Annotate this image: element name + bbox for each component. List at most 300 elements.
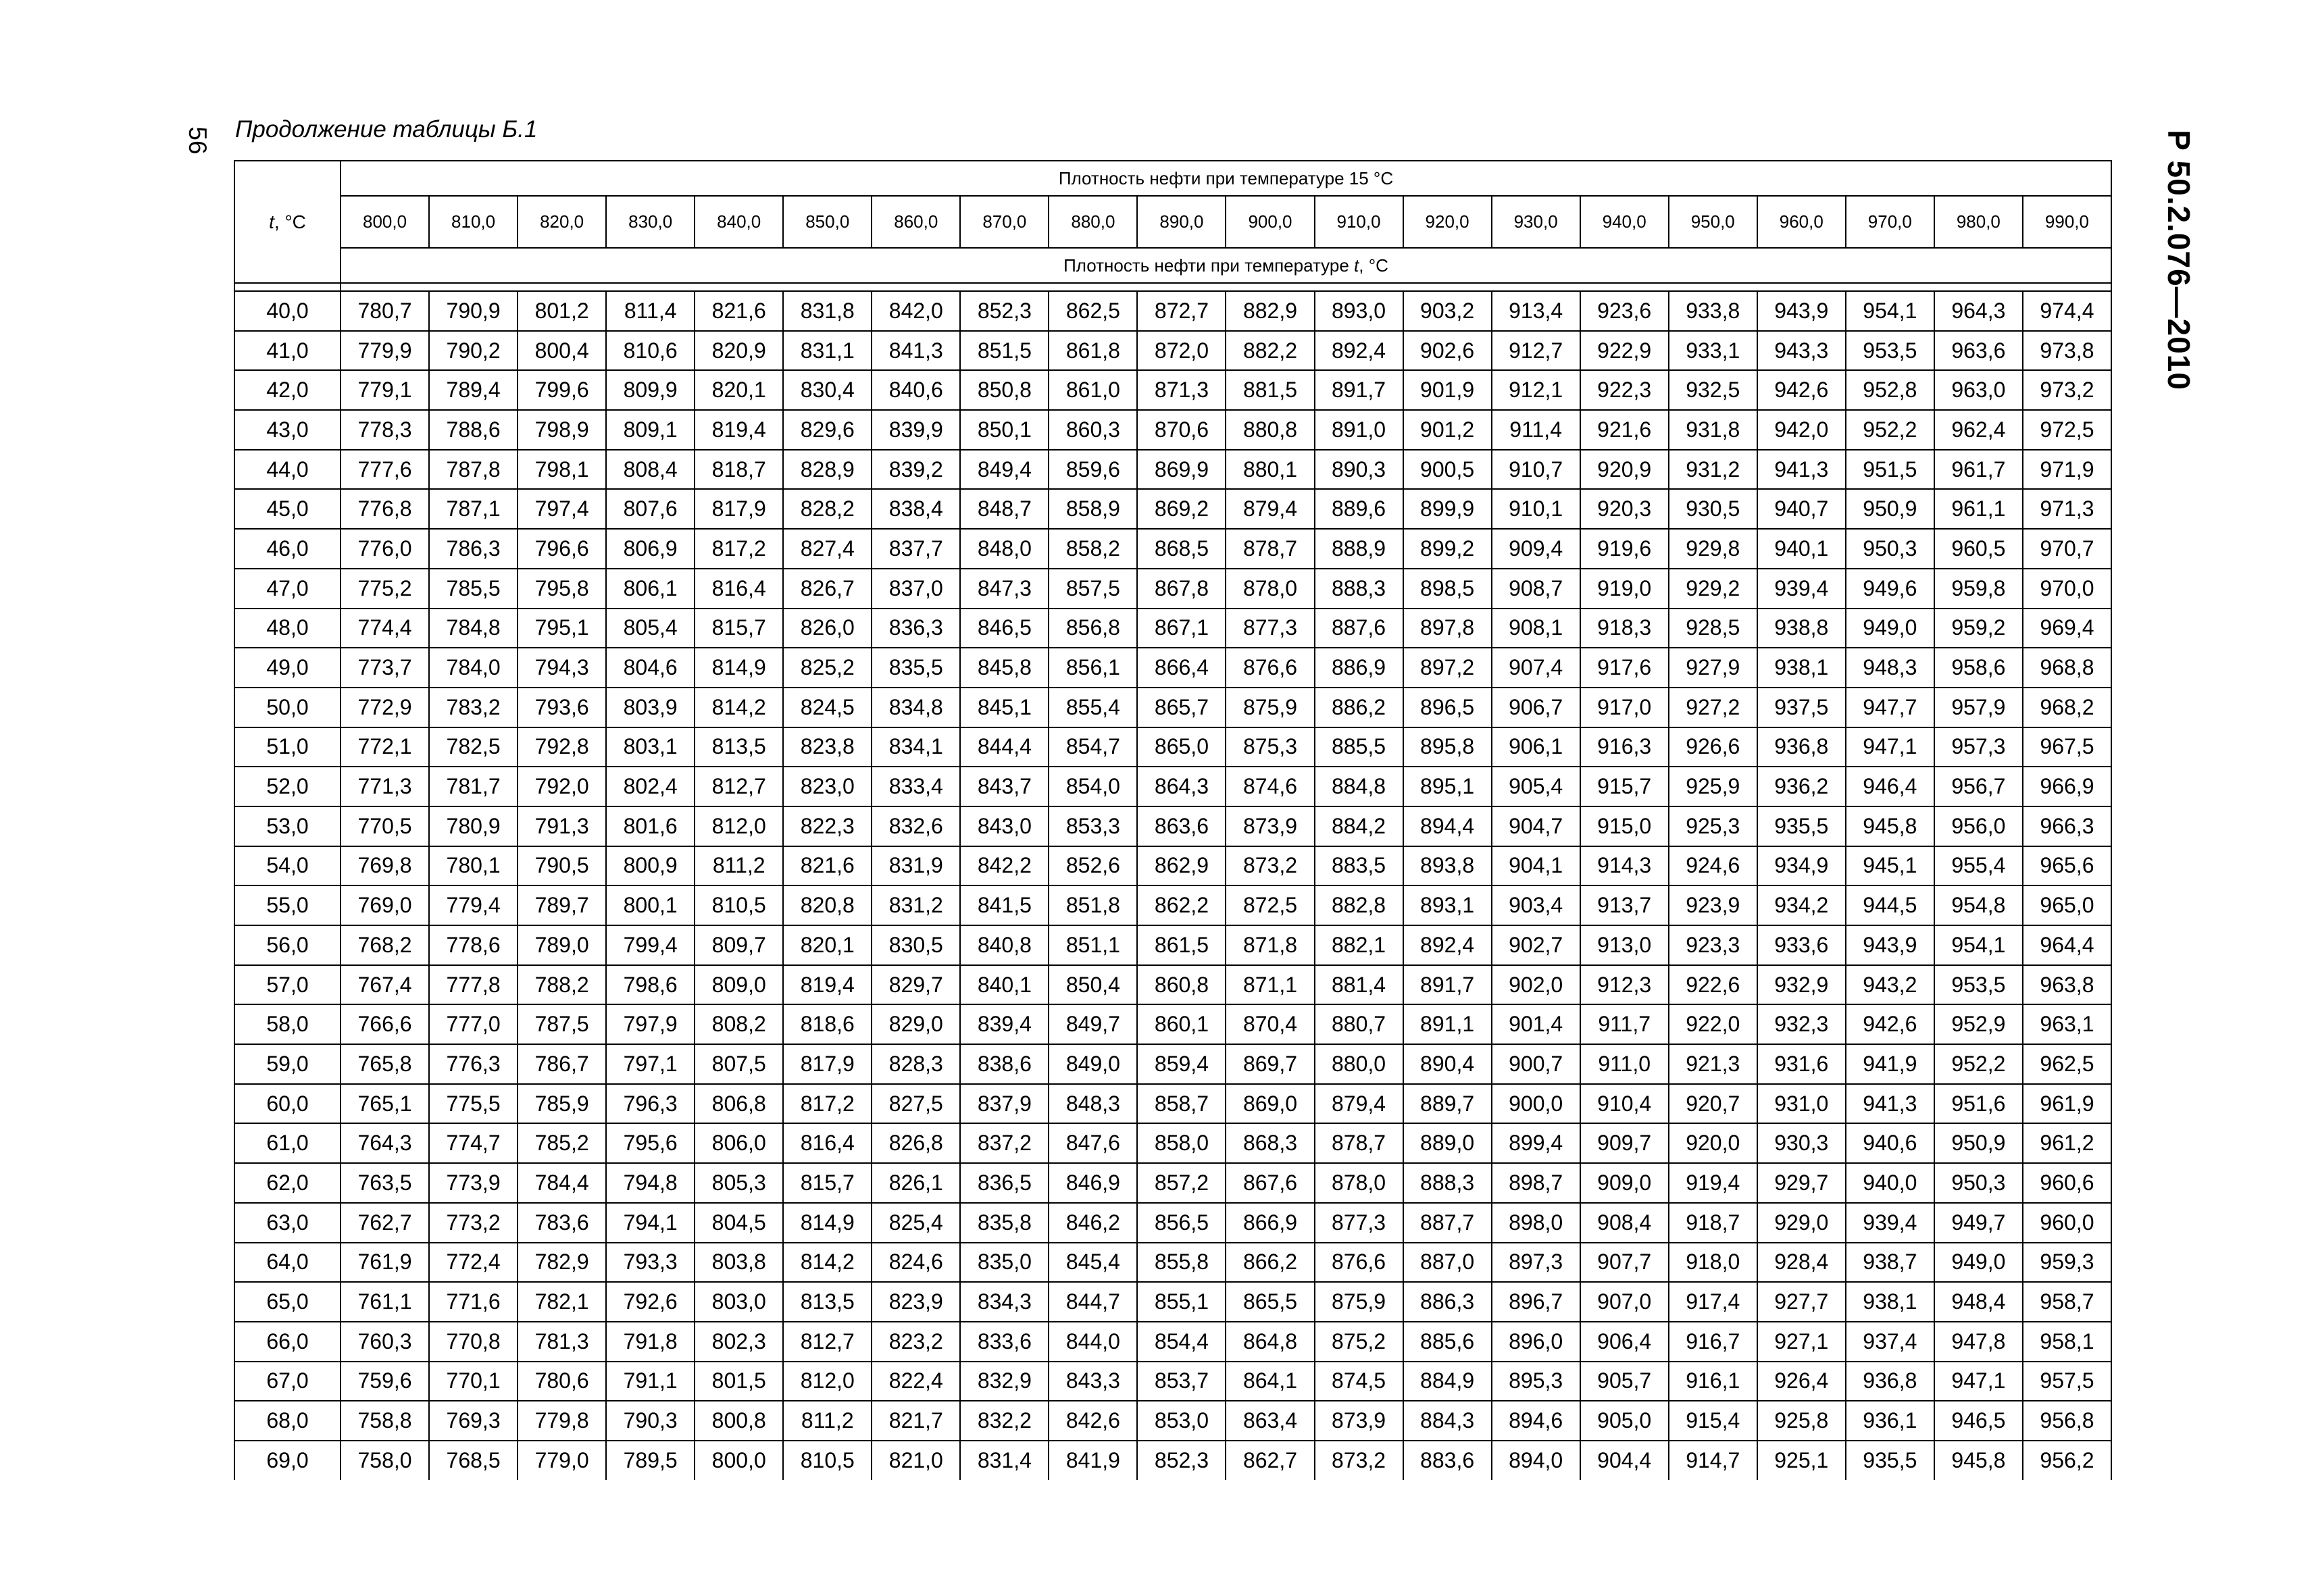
column-header: 910,0 <box>1315 196 1403 248</box>
density-cell: 788,2 <box>518 965 606 1005</box>
column-header: 880,0 <box>1049 196 1137 248</box>
density-cell: 829,0 <box>872 1004 960 1044</box>
temperature-cell: 63,0 <box>234 1203 341 1243</box>
density-cell: 878,7 <box>1315 1123 1403 1163</box>
density-cell: 867,1 <box>1137 609 1226 648</box>
density-cell: 956,0 <box>1934 806 2023 846</box>
density-cell: 919,0 <box>1580 569 1669 609</box>
density-cell: 848,7 <box>960 489 1049 529</box>
top-header: Плотность нефти при температуре 15 °С <box>341 161 2111 196</box>
table-row <box>234 1004 2111 1044</box>
density-cell: 928,4 <box>1757 1243 1846 1283</box>
density-cell: 792,0 <box>518 767 606 806</box>
density-cell: 814,9 <box>695 648 783 688</box>
density-cell: 957,3 <box>1934 727 2023 767</box>
density-cell: 873,9 <box>1226 806 1314 846</box>
density-cell: 809,1 <box>606 410 695 450</box>
density-cell: 860,3 <box>1049 410 1137 450</box>
density-cell: 832,6 <box>872 806 960 846</box>
density-cell: 878,0 <box>1226 569 1314 609</box>
density-cell: 850,1 <box>960 410 1049 450</box>
density-cell: 849,4 <box>960 450 1049 490</box>
column-header-row <box>234 196 2111 248</box>
density-cell: 916,7 <box>1669 1322 1757 1362</box>
density-cell: 871,1 <box>1226 965 1314 1005</box>
density-cell: 917,6 <box>1580 648 1669 688</box>
temperature-cell: 61,0 <box>234 1123 341 1163</box>
column-header: 950,0 <box>1669 196 1757 248</box>
density-cell: 925,8 <box>1757 1401 1846 1441</box>
density-cell: 936,2 <box>1757 767 1846 806</box>
density-cell: 868,3 <box>1226 1123 1314 1163</box>
density-cell: 904,4 <box>1580 1441 1669 1480</box>
density-cell: 901,9 <box>1403 370 1492 410</box>
density-cell: 811,4 <box>606 291 695 331</box>
density-cell: 809,7 <box>695 925 783 965</box>
density-cell: 914,7 <box>1669 1441 1757 1480</box>
density-cell: 887,0 <box>1403 1243 1492 1283</box>
density-cell: 867,8 <box>1137 569 1226 609</box>
table-row <box>234 925 2111 965</box>
density-cell: 970,0 <box>2023 569 2111 609</box>
density-cell: 778,6 <box>429 925 518 965</box>
temperature-cell: 67,0 <box>234 1362 341 1401</box>
density-cell: 814,9 <box>783 1203 872 1243</box>
density-cell: 776,0 <box>341 529 429 569</box>
density-cell: 836,5 <box>960 1163 1049 1203</box>
density-cell: 957,5 <box>2023 1362 2111 1401</box>
density-cell: 916,1 <box>1669 1362 1757 1401</box>
density-cell: 850,4 <box>1049 965 1137 1005</box>
density-cell: 971,9 <box>2023 450 2111 490</box>
temperature-cell: 42,0 <box>234 370 341 410</box>
density-cell: 973,8 <box>2023 331 2111 371</box>
density-cell: 894,0 <box>1492 1441 1580 1480</box>
density-cell: 925,3 <box>1669 806 1757 846</box>
density-cell: 814,2 <box>783 1243 872 1283</box>
density-cell: 949,7 <box>1934 1203 2023 1243</box>
density-cell: 959,8 <box>1934 569 2023 609</box>
density-cell: 835,8 <box>960 1203 1049 1243</box>
density-cell: 890,3 <box>1315 450 1403 490</box>
density-cell: 806,0 <box>695 1123 783 1163</box>
density-cell: 909,0 <box>1580 1163 1669 1203</box>
density-cell: 779,0 <box>518 1441 606 1480</box>
temperature-cell: 49,0 <box>234 648 341 688</box>
density-cell: 857,2 <box>1137 1163 1226 1203</box>
density-cell: 880,8 <box>1226 410 1314 450</box>
density-cell: 954,8 <box>1934 885 2023 925</box>
density-cell: 816,4 <box>695 569 783 609</box>
density-cell: 821,6 <box>783 846 872 886</box>
density-cell: 804,5 <box>695 1203 783 1243</box>
column-header: 920,0 <box>1403 196 1492 248</box>
density-cell: 949,0 <box>1846 609 1934 648</box>
density-cell: 791,8 <box>606 1322 695 1362</box>
density-cell: 776,8 <box>341 489 429 529</box>
density-cell: 932,9 <box>1757 965 1846 1005</box>
table-row <box>234 806 2111 846</box>
density-cell: 783,2 <box>429 688 518 727</box>
density-cell: 856,1 <box>1049 648 1137 688</box>
density-cell: 844,7 <box>1049 1282 1137 1322</box>
density-cell: 854,4 <box>1137 1322 1226 1362</box>
density-cell: 854,0 <box>1049 767 1137 806</box>
density-cell: 923,9 <box>1669 885 1757 925</box>
density-cell: 933,6 <box>1757 925 1846 965</box>
density-cell: 945,8 <box>1934 1441 2023 1480</box>
density-cell: 913,0 <box>1580 925 1669 965</box>
density-cell: 907,7 <box>1580 1243 1669 1283</box>
density-cell: 789,5 <box>606 1441 695 1480</box>
corner-header-unit: , °С <box>274 211 306 232</box>
density-cell: 876,6 <box>1315 1243 1403 1283</box>
density-cell: 832,9 <box>960 1362 1049 1401</box>
density-cell: 773,9 <box>429 1163 518 1203</box>
density-cell: 782,1 <box>518 1282 606 1322</box>
density-cell: 823,8 <box>783 727 872 767</box>
density-cell: 789,0 <box>518 925 606 965</box>
table-row <box>234 489 2111 529</box>
density-cell: 958,6 <box>1934 648 2023 688</box>
density-cell: 855,1 <box>1137 1282 1226 1322</box>
density-cell: 881,4 <box>1315 965 1403 1005</box>
density-cell: 805,4 <box>606 609 695 648</box>
density-cell: 873,2 <box>1315 1441 1403 1480</box>
density-cell: 947,7 <box>1846 688 1934 727</box>
table-row <box>234 846 2111 886</box>
density-cell: 927,1 <box>1757 1322 1846 1362</box>
table-row <box>234 331 2111 371</box>
table-row <box>234 965 2111 1005</box>
density-cell: 878,0 <box>1315 1163 1403 1203</box>
density-cell: 974,4 <box>2023 291 2111 331</box>
density-cell: 826,1 <box>872 1163 960 1203</box>
density-cell: 893,1 <box>1403 885 1492 925</box>
density-cell: 900,7 <box>1492 1044 1580 1084</box>
density-cell: 927,9 <box>1669 648 1757 688</box>
temperature-cell: 65,0 <box>234 1282 341 1322</box>
density-cell: 859,6 <box>1049 450 1137 490</box>
density-cell: 913,4 <box>1492 291 1580 331</box>
density-cell: 764,3 <box>341 1123 429 1163</box>
density-cell: 961,1 <box>1934 489 2023 529</box>
temperature-cell: 58,0 <box>234 1004 341 1044</box>
density-cell: 810,5 <box>783 1441 872 1480</box>
table-row <box>234 1163 2111 1203</box>
density-cell: 864,8 <box>1226 1322 1314 1362</box>
density-cell: 945,8 <box>1846 806 1934 846</box>
density-cell: 853,0 <box>1137 1401 1226 1441</box>
density-cell: 868,5 <box>1137 529 1226 569</box>
density-cell: 807,5 <box>695 1044 783 1084</box>
density-cell: 800,4 <box>518 331 606 371</box>
density-cell: 906,4 <box>1580 1322 1669 1362</box>
density-cell: 965,6 <box>2023 846 2111 886</box>
temperature-cell: 44,0 <box>234 450 341 490</box>
density-cell: 812,0 <box>783 1362 872 1401</box>
density-cell: 808,4 <box>606 450 695 490</box>
density-cell: 799,6 <box>518 370 606 410</box>
density-cell: 817,9 <box>695 489 783 529</box>
density-cell: 814,2 <box>695 688 783 727</box>
column-header: 850,0 <box>783 196 872 248</box>
density-cell: 957,9 <box>1934 688 2023 727</box>
density-cell: 915,4 <box>1669 1401 1757 1441</box>
density-cell: 885,5 <box>1315 727 1403 767</box>
density-cell: 853,7 <box>1137 1362 1226 1401</box>
temperature-cell: 43,0 <box>234 410 341 450</box>
density-cell: 962,4 <box>1934 410 2023 450</box>
density-cell: 882,2 <box>1226 331 1314 371</box>
density-cell: 887,6 <box>1315 609 1403 648</box>
density-cell: 908,4 <box>1580 1203 1669 1243</box>
density-cell: 790,5 <box>518 846 606 886</box>
density-cell: 837,9 <box>960 1084 1049 1124</box>
density-cell: 955,4 <box>1934 846 2023 886</box>
density-cell: 761,1 <box>341 1282 429 1322</box>
density-cell: 774,4 <box>341 609 429 648</box>
density-cell: 888,9 <box>1315 529 1403 569</box>
density-cell: 832,2 <box>960 1401 1049 1441</box>
density-cell: 844,4 <box>960 727 1049 767</box>
density-cell: 896,0 <box>1492 1322 1580 1362</box>
temperature-cell: 69,0 <box>234 1441 341 1480</box>
density-cell: 950,3 <box>1846 529 1934 569</box>
temperature-cell: 50,0 <box>234 688 341 727</box>
density-cell: 761,9 <box>341 1243 429 1283</box>
density-cell: 801,2 <box>518 291 606 331</box>
density-cell: 837,0 <box>872 569 960 609</box>
density-cell: 954,1 <box>1846 291 1934 331</box>
density-cell: 841,5 <box>960 885 1049 925</box>
density-cell: 821,7 <box>872 1401 960 1441</box>
density-cell: 908,7 <box>1492 569 1580 609</box>
density-cell: 836,3 <box>872 609 960 648</box>
density-cell: 801,6 <box>606 806 695 846</box>
density-cell: 894,4 <box>1403 806 1492 846</box>
density-cell: 758,0 <box>341 1441 429 1480</box>
density-cell: 946,4 <box>1846 767 1934 806</box>
density-cell: 899,9 <box>1403 489 1492 529</box>
density-cell: 841,9 <box>1049 1441 1137 1480</box>
table-row <box>234 1282 2111 1322</box>
density-cell: 803,1 <box>606 727 695 767</box>
table-row <box>234 1322 2111 1362</box>
density-cell: 771,6 <box>429 1282 518 1322</box>
density-cell: 909,4 <box>1492 529 1580 569</box>
density-cell: 790,3 <box>606 1401 695 1441</box>
density-cell: 793,3 <box>606 1243 695 1283</box>
density-cell: 956,7 <box>1934 767 2023 806</box>
density-cell: 831,9 <box>872 846 960 886</box>
density-cell: 820,9 <box>695 331 783 371</box>
density-cell: 809,0 <box>695 965 783 1005</box>
density-cell: 872,7 <box>1137 291 1226 331</box>
table-row <box>234 529 2111 569</box>
density-cell: 818,7 <box>695 450 783 490</box>
table-row <box>234 1401 2111 1441</box>
density-cell: 850,8 <box>960 370 1049 410</box>
density-cell: 770,5 <box>341 806 429 846</box>
density-cell: 831,8 <box>783 291 872 331</box>
density-cell: 819,4 <box>783 965 872 1005</box>
column-header: 930,0 <box>1492 196 1580 248</box>
density-cell: 958,7 <box>2023 1282 2111 1322</box>
density-cell: 929,2 <box>1669 569 1757 609</box>
density-cell: 843,3 <box>1049 1362 1137 1401</box>
density-table-container <box>234 160 2112 1480</box>
density-cell: 905,7 <box>1580 1362 1669 1401</box>
density-cell: 824,6 <box>872 1243 960 1283</box>
density-cell: 782,9 <box>518 1243 606 1283</box>
density-cell: 858,7 <box>1137 1084 1226 1124</box>
density-cell: 950,9 <box>1934 1123 2023 1163</box>
density-cell: 931,6 <box>1757 1044 1846 1084</box>
density-cell: 914,3 <box>1580 846 1669 886</box>
density-cell: 920,9 <box>1580 450 1669 490</box>
density-cell: 827,4 <box>783 529 872 569</box>
density-cell: 963,6 <box>1934 331 2023 371</box>
table-row <box>234 609 2111 648</box>
density-cell: 851,8 <box>1049 885 1137 925</box>
density-cell: 950,3 <box>1934 1163 2023 1203</box>
density-cell: 910,7 <box>1492 450 1580 490</box>
density-cell: 941,9 <box>1846 1044 1934 1084</box>
density-cell: 862,5 <box>1049 291 1137 331</box>
density-cell: 817,2 <box>695 529 783 569</box>
density-cell: 839,2 <box>872 450 960 490</box>
density-cell: 834,3 <box>960 1282 1049 1322</box>
density-cell: 936,1 <box>1846 1401 1934 1441</box>
density-cell: 920,3 <box>1580 489 1669 529</box>
density-cell: 853,3 <box>1049 806 1137 846</box>
density-cell: 828,2 <box>783 489 872 529</box>
density-cell: 928,5 <box>1669 609 1757 648</box>
density-cell: 775,5 <box>429 1084 518 1124</box>
density-cell: 938,8 <box>1757 609 1846 648</box>
density-cell: 790,2 <box>429 331 518 371</box>
density-cell: 968,8 <box>2023 648 2111 688</box>
density-cell: 780,9 <box>429 806 518 846</box>
density-cell: 945,1 <box>1846 846 1934 886</box>
density-cell: 887,7 <box>1403 1203 1492 1243</box>
column-header: 940,0 <box>1580 196 1669 248</box>
density-cell: 927,7 <box>1757 1282 1846 1322</box>
density-cell: 891,1 <box>1403 1004 1492 1044</box>
density-cell: 883,6 <box>1403 1441 1492 1480</box>
table-row <box>234 1044 2111 1084</box>
header-spacer-row <box>234 283 2111 291</box>
density-cell: 848,0 <box>960 529 1049 569</box>
density-cell: 816,4 <box>783 1123 872 1163</box>
density-cell: 798,1 <box>518 450 606 490</box>
density-cell: 964,3 <box>1934 291 2023 331</box>
density-cell: 920,0 <box>1669 1123 1757 1163</box>
density-cell: 879,4 <box>1226 489 1314 529</box>
density-cell: 800,9 <box>606 846 695 886</box>
density-cell: 948,4 <box>1934 1282 2023 1322</box>
density-cell: 786,3 <box>429 529 518 569</box>
density-cell: 859,4 <box>1137 1044 1226 1084</box>
density-cell: 808,2 <box>695 1004 783 1044</box>
density-cell: 845,4 <box>1049 1243 1137 1283</box>
temperature-cell: 40,0 <box>234 291 341 331</box>
density-cell: 777,6 <box>341 450 429 490</box>
density-cell: 795,8 <box>518 569 606 609</box>
density-cell: 901,2 <box>1403 410 1492 450</box>
density-cell: 969,4 <box>2023 609 2111 648</box>
density-cell: 916,3 <box>1580 727 1669 767</box>
density-cell: 915,0 <box>1580 806 1669 846</box>
density-cell: 759,6 <box>341 1362 429 1401</box>
density-cell: 946,5 <box>1934 1401 2023 1441</box>
density-cell: 865,7 <box>1137 688 1226 727</box>
density-cell: 813,5 <box>695 727 783 767</box>
temperature-cell: 53,0 <box>234 806 341 846</box>
density-cell: 874,6 <box>1226 767 1314 806</box>
density-cell: 807,6 <box>606 489 695 529</box>
density-cell: 855,4 <box>1049 688 1137 727</box>
density-cell: 818,6 <box>783 1004 872 1044</box>
density-cell: 800,8 <box>695 1401 783 1441</box>
density-cell: 912,3 <box>1580 965 1669 1005</box>
column-header: 960,0 <box>1757 196 1846 248</box>
density-cell: 795,1 <box>518 609 606 648</box>
density-cell: 906,1 <box>1492 727 1580 767</box>
density-cell: 784,4 <box>518 1163 606 1203</box>
density-cell: 802,4 <box>606 767 695 806</box>
density-cell: 954,1 <box>1934 925 2023 965</box>
density-cell: 903,4 <box>1492 885 1580 925</box>
density-cell: 942,6 <box>1846 1004 1934 1044</box>
density-cell: 861,0 <box>1049 370 1137 410</box>
corner-header-var: t <box>269 211 274 232</box>
corner-header <box>234 161 341 283</box>
density-cell: 905,0 <box>1580 1401 1669 1441</box>
density-cell: 869,9 <box>1137 450 1226 490</box>
density-cell: 856,5 <box>1137 1203 1226 1243</box>
density-cell: 760,3 <box>341 1322 429 1362</box>
density-cell: 880,1 <box>1226 450 1314 490</box>
density-cell: 856,8 <box>1049 609 1137 648</box>
density-cell: 784,8 <box>429 609 518 648</box>
density-cell: 897,8 <box>1403 609 1492 648</box>
density-cell: 924,6 <box>1669 846 1757 886</box>
density-cell: 847,6 <box>1049 1123 1137 1163</box>
density-cell: 919,6 <box>1580 529 1669 569</box>
density-cell: 778,3 <box>341 410 429 450</box>
density-cell: 935,5 <box>1757 806 1846 846</box>
density-cell: 795,6 <box>606 1123 695 1163</box>
density-cell: 820,8 <box>783 885 872 925</box>
density-cell: 907,0 <box>1580 1282 1669 1322</box>
density-cell: 854,7 <box>1049 727 1137 767</box>
density-cell: 890,4 <box>1403 1044 1492 1084</box>
density-cell: 875,9 <box>1226 688 1314 727</box>
density-cell: 838,4 <box>872 489 960 529</box>
density-cell: 961,9 <box>2023 1084 2111 1124</box>
density-cell: 862,2 <box>1137 885 1226 925</box>
density-cell: 840,6 <box>872 370 960 410</box>
density-cell: 841,3 <box>872 331 960 371</box>
density-cell: 844,0 <box>1049 1322 1137 1362</box>
density-cell: 855,8 <box>1137 1243 1226 1283</box>
density-cell: 819,4 <box>695 410 783 450</box>
density-cell: 952,2 <box>1934 1044 2023 1084</box>
temperature-cell: 56,0 <box>234 925 341 965</box>
density-cell: 918,0 <box>1669 1243 1757 1283</box>
